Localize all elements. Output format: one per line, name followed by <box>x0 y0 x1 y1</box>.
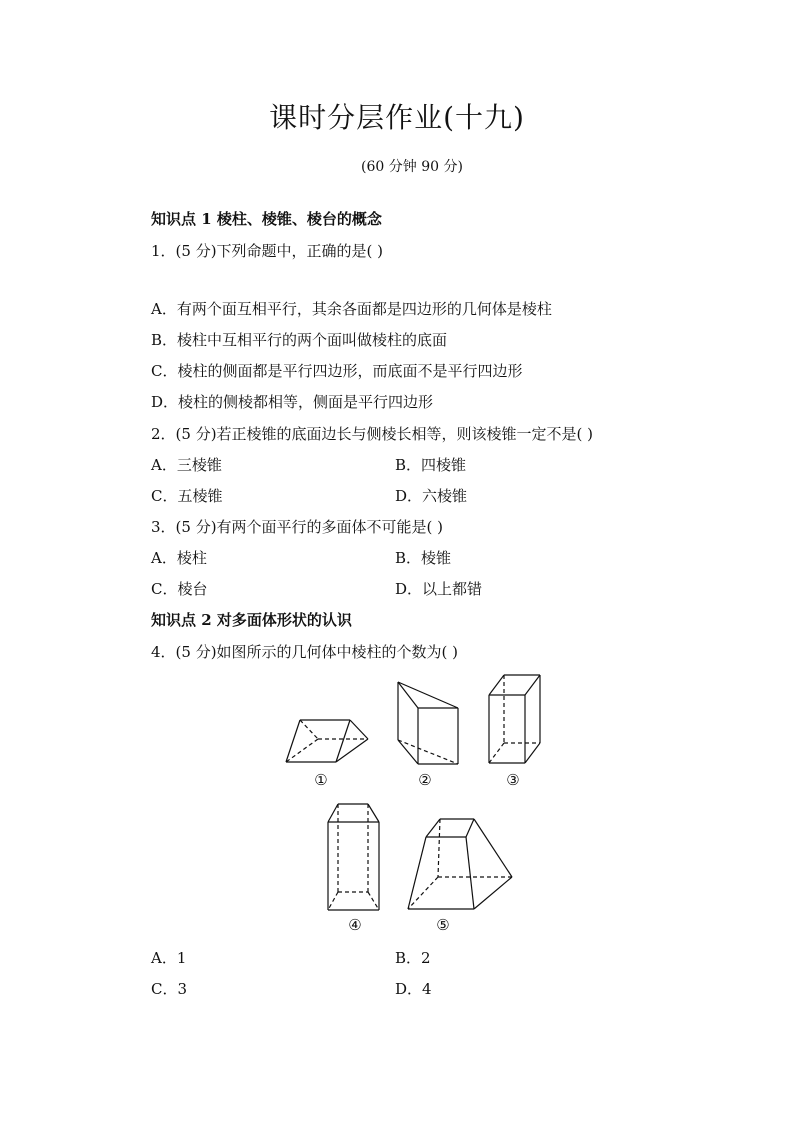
question-2-option-a: A．三棱锥 <box>151 456 222 474</box>
question-2-option-d: D．六棱锥 <box>395 487 468 505</box>
question-3-option-a: A．棱柱 <box>151 549 207 567</box>
question-1-stem: 1．(5 分)下列命题中，正确的是( ) <box>151 242 384 260</box>
question-2-option-c: C．五棱锥 <box>151 487 223 505</box>
section-heading-1: 知识点 1 棱柱、棱锥、棱台的概念 <box>151 210 382 228</box>
section-heading-2: 知识点 2 对多面体形状的认识 <box>151 611 352 629</box>
question-3-option-d: D．以上都错 <box>395 580 483 598</box>
question-2-option-b: B．四棱锥 <box>395 456 467 474</box>
figure-3-rectangular-prism <box>486 673 544 767</box>
question-3-stem: 3．(5 分)有两个面平行的多面体不可能是( ) <box>151 518 444 536</box>
question-2-stem: 2．(5 分)若正棱锥的底面边长与侧棱长相等，则该棱锥一定不是( ) <box>151 425 594 443</box>
question-4-option-a: A．1 <box>151 949 187 967</box>
figure-4-label: ④ <box>348 916 362 934</box>
question-3-option-b: B．棱锥 <box>395 549 452 567</box>
question-3-option-c: C．棱台 <box>151 580 208 598</box>
page-title: 课时分层作业(十九) <box>269 101 525 134</box>
figure-3-label: ③ <box>506 771 520 789</box>
figure-5-frustum <box>404 815 516 913</box>
question-4-option-b: B．2 <box>395 949 431 967</box>
figure-1-label: ① <box>314 771 328 789</box>
figure-2-triangular-prism <box>394 680 464 766</box>
figure-5-label: ⑤ <box>436 916 450 934</box>
question-1-option-d: D．棱柱的侧棱都相等，侧面是平行四边形 <box>151 393 434 411</box>
question-4-option-d: D．4 <box>395 980 432 998</box>
figure-1-triangular-prism <box>282 712 374 768</box>
question-1-option-c: C．棱柱的侧面都是平行四边形，而底面不是平行四边形 <box>151 362 523 380</box>
time-score-note: (60 分钟 90 分) <box>361 159 463 175</box>
question-4-stem: 4．(5 分)如图所示的几何体中棱柱的个数为( ) <box>151 643 459 661</box>
question-1-option-b: B．棱柱中互相平行的两个面叫做棱柱的底面 <box>151 331 448 349</box>
figure-2-label: ② <box>418 771 432 789</box>
question-4-option-c: C．3 <box>151 980 188 998</box>
figure-4-prism <box>324 802 384 914</box>
question-1-option-a: A．有两个面互相平行，其余各面都是四边形的几何体是棱柱 <box>151 300 552 318</box>
